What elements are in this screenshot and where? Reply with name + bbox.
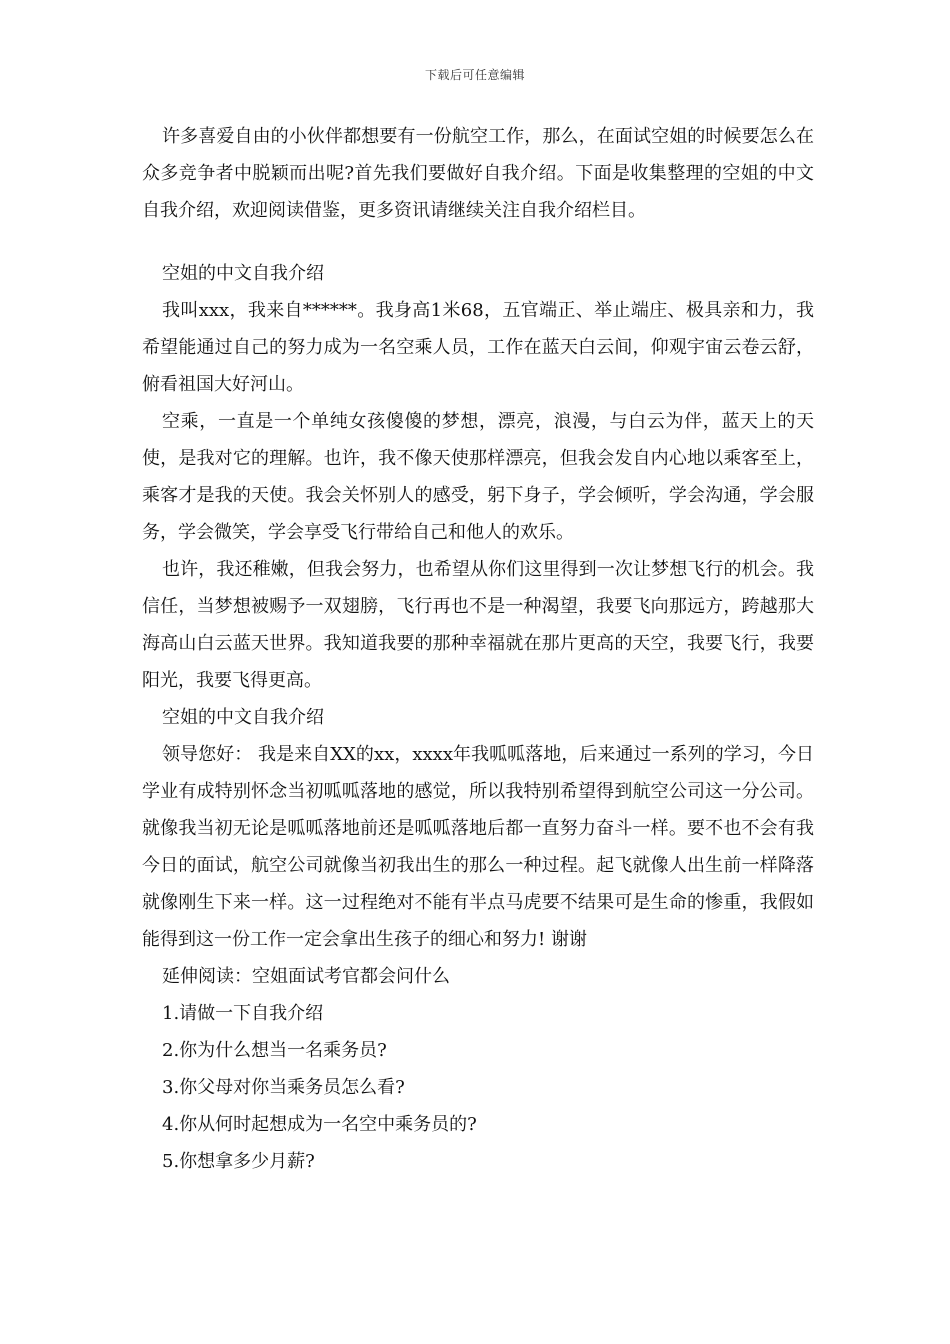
question-item-4: 4.你从何时起想成为一名空中乘务员的? xyxy=(162,1114,477,1135)
body-paragraph-2: 空乘，一直是一个单纯女孩傻傻的梦想，漂亮，浪漫，与白云为伴，蓝天上的天使，是我对它的理解。也许，我不像天使那样漂亮，但我会发自内心地以乘客至上，乘客才是我的天使。我会关怀别人的感受，躬下身子，学会倾听，学会沟通，学会服务，学会微笑，学会享受飞行带给自己和他人的欢乐。 xyxy=(142,411,814,543)
question-item-5: 5.你想拿多少月薪? xyxy=(162,1151,315,1172)
section-heading-1: 空姐的中文自我介绍 xyxy=(162,263,324,284)
section-heading-2: 空姐的中文自我介绍 xyxy=(162,707,324,728)
body-paragraph-1: 我叫xxx，我来自******。我身高1米68，五官端正、举止端庄、极具亲和力，我希望能通过自己的努力成为一名空乘人员，工作在蓝天白云间，仰观宇宙云卷云舒，俯看祖国大好河山。 xyxy=(142,300,814,395)
question-item-1: 1.请做一下自我介绍 xyxy=(162,1003,324,1024)
paragraph-gap xyxy=(142,229,814,255)
question-item-3: 3.你父母对你当乘务员怎么看? xyxy=(162,1077,405,1098)
question-item-2: 2.你为什么想当一名乘务员? xyxy=(162,1040,387,1061)
intro-paragraph: 许多喜爱自由的小伙伴都想要有一份航空工作，那么，在面试空姐的时候要怎么在众多竞争者中脱颖而出呢?首先我们要做好自我介绍。下面是收集整理的空姐的中文自我介绍，欢迎阅读借鉴，更多资讯请继续关注自我介绍栏目。 xyxy=(142,126,814,221)
extended-reading-heading: 延伸阅读：空姐面试考官都会问什么 xyxy=(162,966,450,987)
body-paragraph-3: 也许，我还稚嫩，但我会努力，也希望从你们这里得到一次让梦想飞行的机会。我信任，当梦想被赐予一双翅膀，飞行再也不是一种渴望，我要飞向那远方，跨越那大海高山白云蓝天世界。我知道我要的那种幸福就在那片更高的天空，我要飞行，我要阳光，我要飞得更高。 xyxy=(142,559,814,691)
document-body xyxy=(142,118,814,1180)
body-paragraph-4: 领导您好： 我是来自XX的xx，xxxx年我呱呱落地，后来通过一系列的学习，今日学业有成特别怀念当初呱呱落地的感觉，所以我特别希望得到航空公司这一分公司。就像我当初无论是呱呱落地前还是呱呱落地后都一直努力奋斗一样。要不也不会有我今日的面试，航空公司就像当初我出生的那么一种过程。起飞就像人出生前一样降落就像刚生下来一样。这一过程绝对不能有半点马虎要不结果可是生命的惨重，我假如能得到这一份工作一定会拿出生孩子的细心和努力! 谢谢 xyxy=(142,744,814,950)
page-header: 下载后可任意编辑 xyxy=(424,68,525,82)
